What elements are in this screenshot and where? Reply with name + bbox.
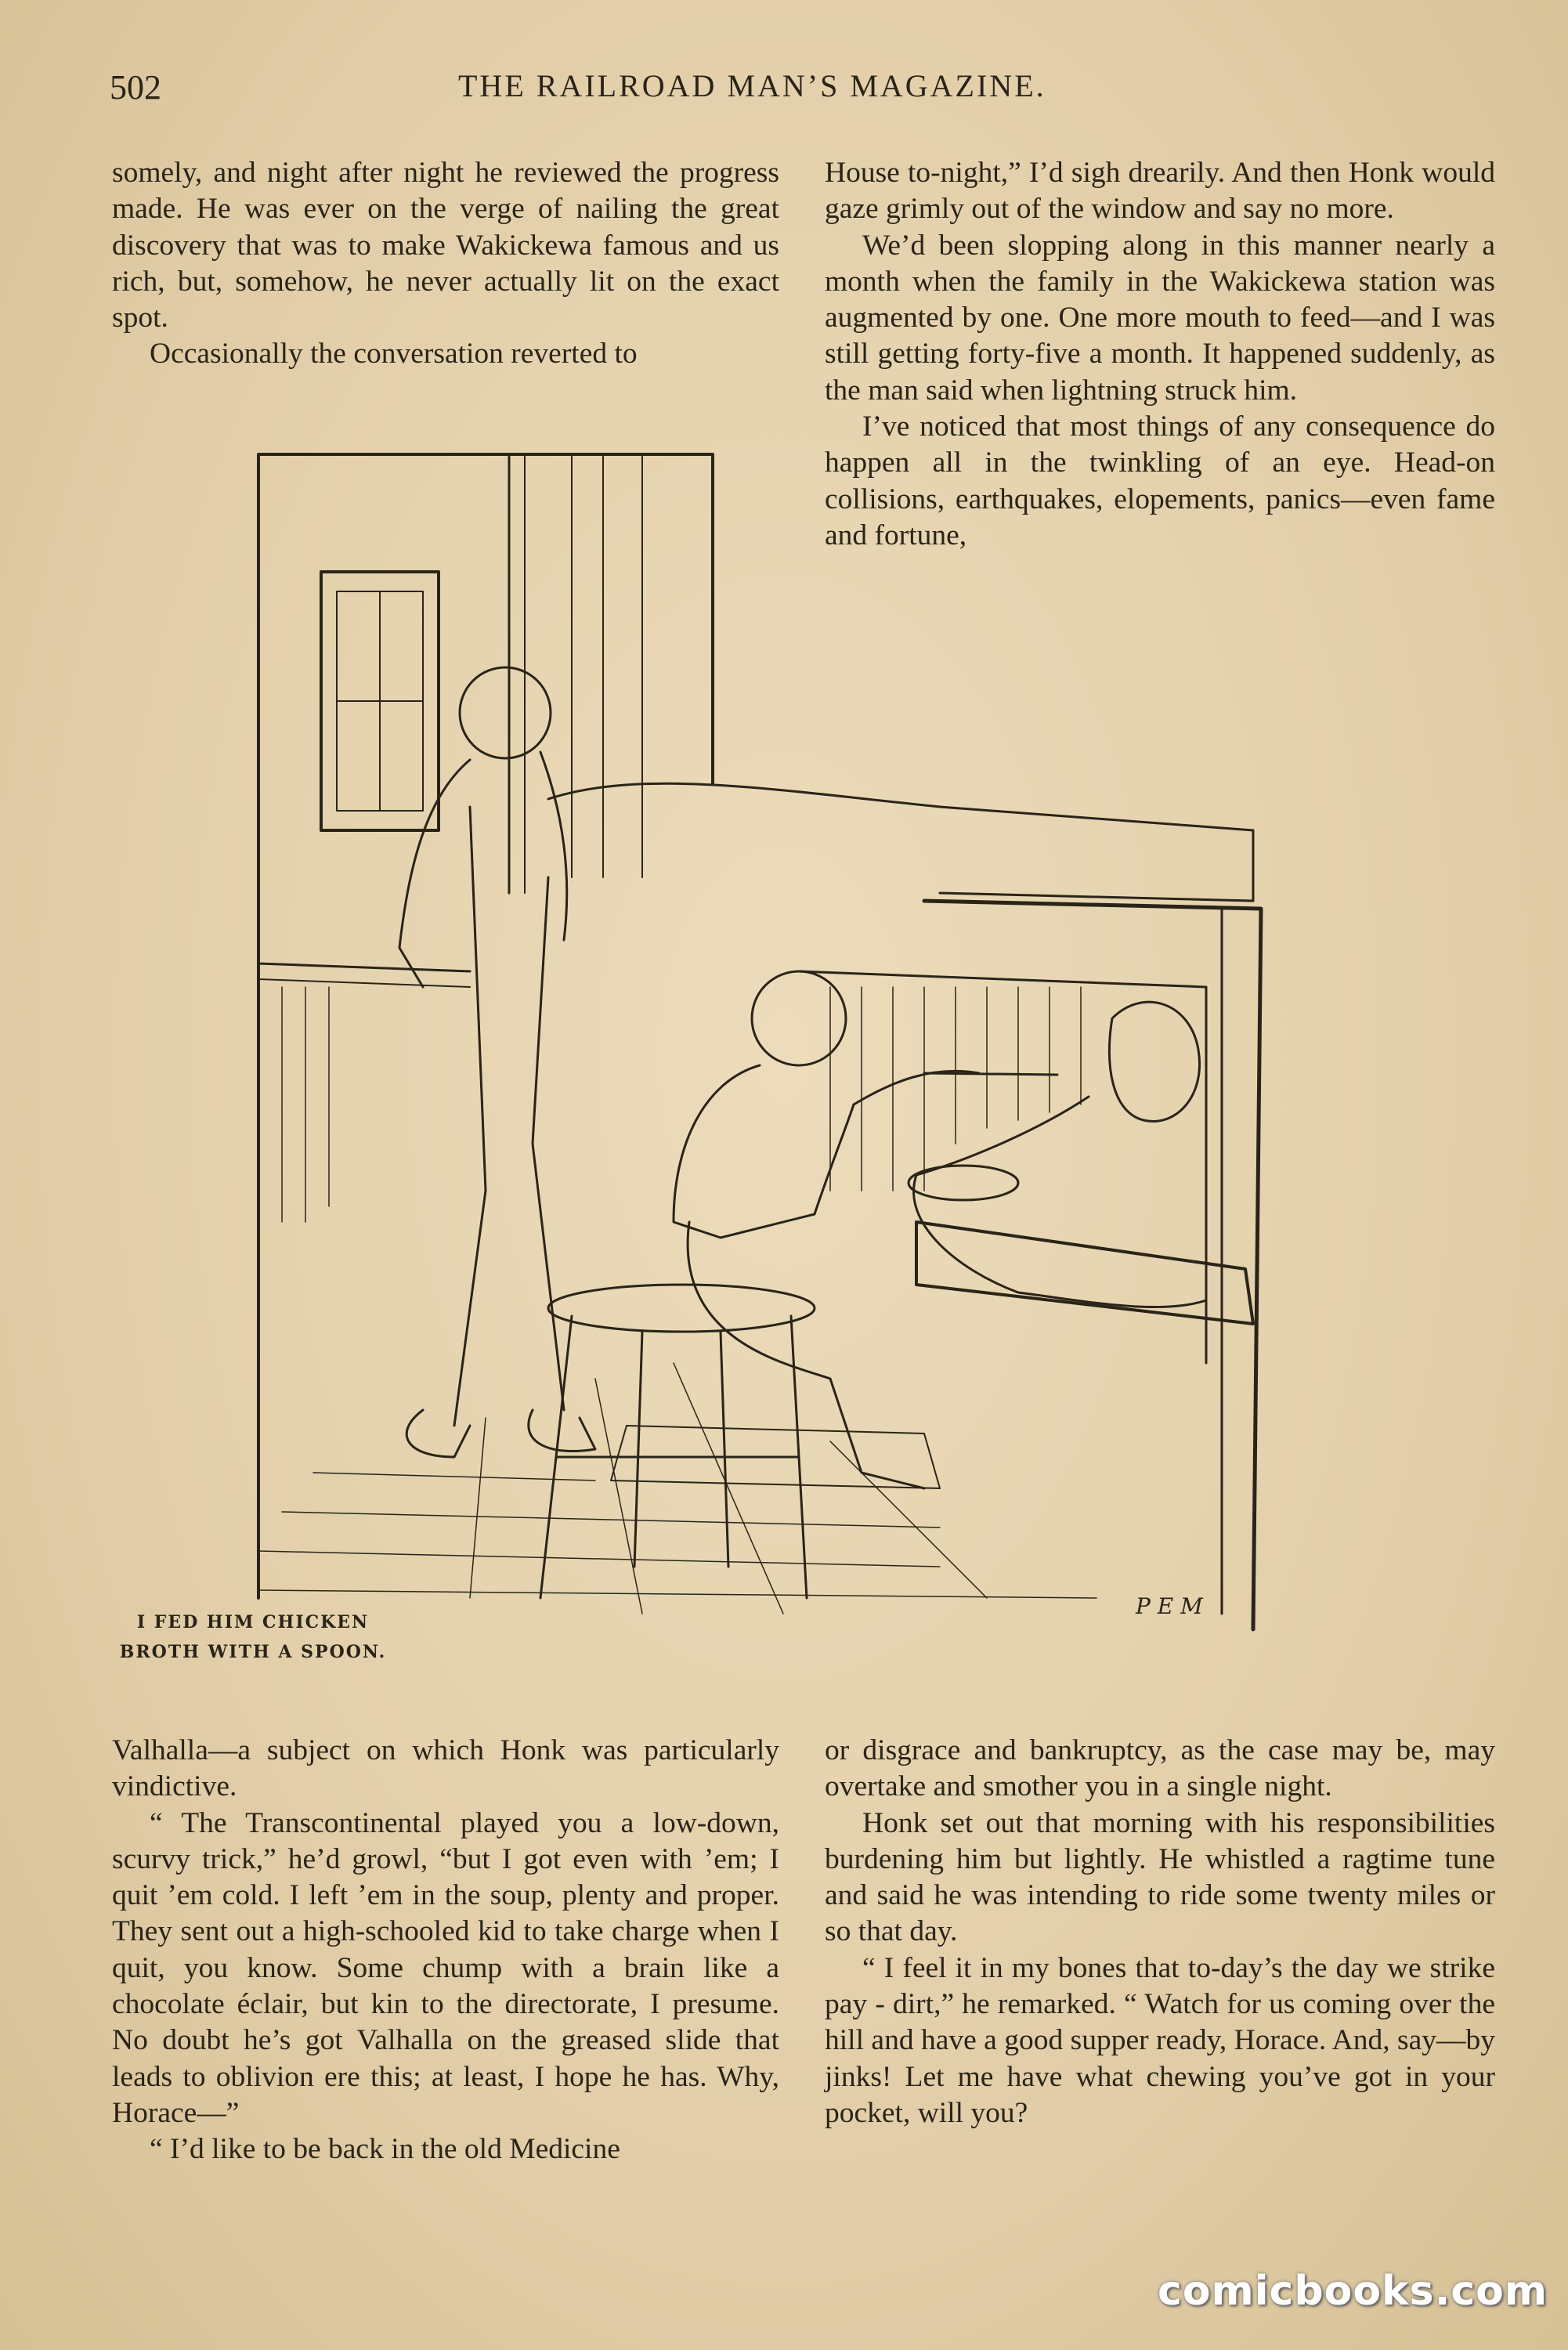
paragraph: “ The Transcontinental played you a low-down, scurvy trick,” he’d growl, “but I got even with ’em; I quit ’em cold. I left ’em in the soup, plenty and proper. They sent out a high-schooled kid to take charge when I quit, you know. Some chump with a brain like a chocolate éclair, but kin to the directorate, I presume. No doubt he’s got Valhalla on the greased slide that leads to oblivion ere this; at least, I hope he has. Why, Horace—”: [112, 1806, 779, 2129]
paragraph: Valhalla—a subject on which Honk was particularly vindictive.: [112, 1734, 779, 1803]
paragraph: Honk set out that morning with his responsibilities burdening him but lightly. He whistled a ragtime tune and said he was intending to ride some twenty miles or so that day.: [825, 1806, 1495, 1948]
text-column-left-top: [112, 155, 779, 373]
paragraph: somely, and night after night he reviewed the progress made. He was ever on the verge of nailing the great discovery that was to make Wakickewa famous and us rich, but, somehow, he never actually lit on the exact spot.: [112, 157, 779, 334]
illustration: [235, 439, 1347, 1668]
watermark: comicbooks.com: [1158, 2268, 1548, 2315]
text-column-left-bottom: [112, 1733, 779, 2168]
paragraph: We’d been slopping along in this manner nearly a month when the family in the Wakickewa station was augmented by one. One more mouth to feed—and I was still getting forty-five a month. It happened suddenly, as the man said when lightning struck him.: [825, 229, 1495, 407]
paragraph: I’ve noticed that most things of any consequence do happen all in the twinkling of an eye. Head-on collisions, earthquakes, elopements, panics—even fame and fortune,: [825, 410, 1495, 551]
page-number: 502: [110, 68, 161, 107]
paragraph: “ I feel it in my bones that to-day’s the day we strike pay - dirt,” he remarked. “ Watch for us coming over the hill and have a good supper ready, Horace. And, say—by jinks! Let me have what chewing you’ve got in your pocket, will you?: [825, 1951, 1495, 2129]
magazine-title: THE RAILROAD MAN’S MAGAZINE.: [458, 68, 1046, 103]
paragraph: Occasionally the conversation reverted to: [150, 338, 638, 371]
page-header: [110, 67, 1496, 114]
artist-signature: P E M: [1136, 1593, 1203, 1619]
paragraph: House to-night,” I’d sigh drearily. And then Honk would gaze grimly out of the window and say no more.: [825, 157, 1495, 226]
paragraph: “ I’d like to be back in the old Medicine: [150, 2133, 620, 2166]
paragraph: or disgrace and bankruptcy, as the case may be, may overtake and smother you in a single night.: [825, 1734, 1495, 1803]
text-column-right-bottom: [825, 1733, 1495, 2131]
illustration-caption: I FED HIM CHICKEN BROTH WITH A SPOON.: [119, 1612, 387, 1662]
